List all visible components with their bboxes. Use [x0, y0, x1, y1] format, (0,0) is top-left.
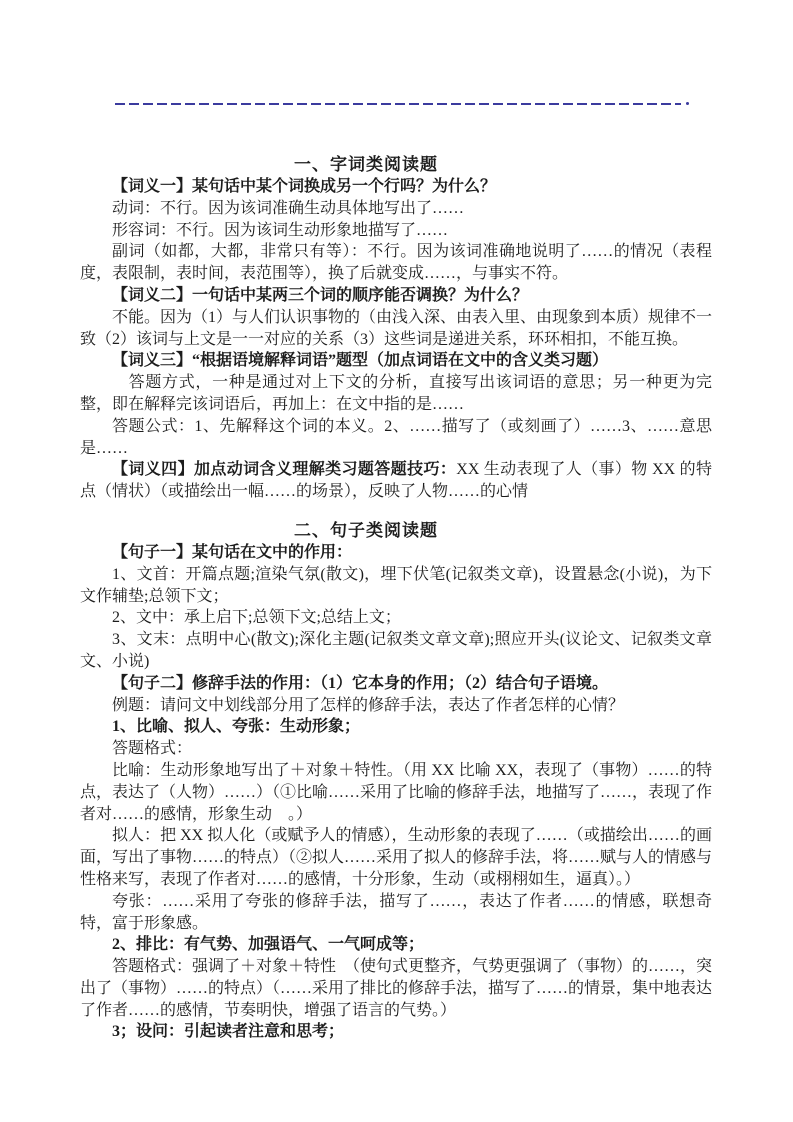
paragraph-text: 例题：请问文中划线部分用了怎样的修辞手法，表达了作者怎样的心情？: [112, 696, 625, 714]
paragraph: [80, 695, 712, 717]
paragraph-text: 形容词：不行。因为该词生动形象地描写了……: [112, 221, 449, 239]
paragraph-bold-text: 【词义一】某句话中某个词换成另一个行吗？为什么？: [112, 178, 497, 195]
paragraph-bold-text: 1、比喻、拟人、夸张：生动形象；: [112, 718, 361, 736]
paragraph-bold-text: 【词义二】一句话中某两三个词的顺序能否调换？为什么？: [112, 286, 529, 304]
paragraph-text: 答题格式：强调了＋对象＋特性 （使句式更整齐，气势更强调了（事物）的……，突出了（事物）……的特点）（……采用了排比的修辞手法，描写了……的情景，集中地表达了作者……的感情，节奏明快，增强了语言的气势。）: [80, 958, 713, 1019]
paragraph: [80, 673, 712, 695]
paragraph-text: 拟人：把 XX 拟人化（或赋予人的情感），生动形象的表现了……（或描绘出……的画面，写出了事物……的特点）（②拟人……采用了拟人的修辞手法，将……赋与人的情感与性格来写，表现了作者对……的感情，十分形象，生动（或栩栩如生，逼真）。）: [80, 827, 713, 888]
paragraph: [80, 198, 712, 220]
paragraph-text: 2、文中：承上启下;总领下文;总结上文；: [112, 609, 401, 627]
paragraph-text: 动词：不行。因为该词准确生动具体地写出了……: [112, 199, 465, 217]
paragraph-text: XX 生动表现了人（事）物 XX 的特点（情状）（或描绘出一幅……的场景），反映了人物……的心情: [80, 461, 712, 501]
paragraph: [80, 372, 712, 416]
paragraph-text: 3、文末：点明中心(散文);深化主题(记叙类文章文章);照应开头(议论文、记叙类文章文、小说): [80, 631, 712, 670]
dashed-separator-line: [115, 103, 681, 105]
paragraph-text: 答题公式：1、先解释这个词的本义。2、……描写了（或刻画了）……3、……意思是……: [80, 417, 712, 457]
paragraph: [80, 459, 712, 503]
paragraph-bold-text: 【句子二】修辞手法的作用：（1）它本身的作用；（2）结合句子语境。: [112, 674, 609, 692]
paragraph: [80, 607, 712, 629]
paragraph-text: 比喻：生动形象地写出了＋对象＋特性。（用 XX 比喻 XX，表现了（事物）……的特点，表达了（人物）……）（①比喻……采用了比喻的修辞手法，地描写了……，表现了作者对……的感情，形象生动 。）: [80, 761, 713, 823]
paragraph: [80, 241, 712, 285]
paragraph: [80, 760, 712, 825]
paragraph-text: 不能。因为（1）与人们认识事物的（由浅入深、由表入里、由现象到本质）规律不一致（2）该词与上文是一一对应的关系（3）这些词是递进关系，环环相扣，不能互换。: [80, 308, 713, 348]
sections-container: [80, 154, 712, 1043]
paragraph: [80, 891, 712, 935]
paragraph: [80, 738, 712, 760]
dash-end-dot: [686, 102, 689, 105]
paragraph-text: 夸张：……采用了夸张的修辞手法，描写了……，表达了作者……的情感，联想奇特，富于形象感。: [80, 892, 712, 932]
paragraph: [80, 564, 712, 608]
paragraph: [80, 307, 712, 351]
paragraph: [80, 825, 712, 890]
paragraph-text: 答题方式，一种是通过对上下文的分析，直接写出该词语的意思；另一种更为完整，即在解释完该词语后，再加上：在文中指的是……: [80, 374, 712, 413]
paragraph: [80, 285, 712, 307]
paragraph-text: 副词（如都，大都，非常只有等）：不行。因为该词准确地说明了……的情况（表程度，表限制，表时间，表范围等），换了后就变成……，与事实不符。: [80, 243, 712, 283]
paragraph-bold-text: 【句子一】某句话在文中的作用：: [112, 543, 353, 561]
paragraph-text: 答题格式：: [112, 740, 193, 758]
section-heading: 一、字词类阅读题: [294, 155, 438, 174]
paragraph: [80, 1021, 712, 1043]
paragraph: [80, 629, 712, 673]
paragraph-bold-text: 【词义四】加点动词含义理解类习题答题技巧：: [112, 461, 457, 479]
paragraph: [80, 542, 712, 564]
document-body: [80, 0, 712, 1043]
paragraph: [80, 934, 712, 956]
paragraph-bold-text: 2、排比：有气势、加强语气、一气呵成等；: [112, 936, 425, 954]
paragraph: [80, 350, 712, 372]
paragraph: [80, 416, 712, 460]
paragraph-text: 1、文首：开篇点题;渲染气氛(散文)，埋下伏笔(记叙类文章)，设置悬念(小说)，为下文作辅垫;总领下文；: [80, 565, 712, 605]
section-2: [80, 520, 712, 1043]
paragraph: [80, 956, 712, 1021]
paragraph: [80, 176, 712, 198]
paragraph-bold-text: 【词义三】“根据语境解释词语”题型（加点词语在文中的含义类习题）: [112, 352, 609, 370]
paragraph-bold-text: 3；设问：引起读者注意和思考；: [112, 1023, 345, 1041]
section-1: [80, 154, 712, 503]
paragraph: [80, 716, 712, 738]
section-heading: 二、句子类阅读题: [294, 520, 438, 540]
paragraph: [80, 220, 712, 242]
